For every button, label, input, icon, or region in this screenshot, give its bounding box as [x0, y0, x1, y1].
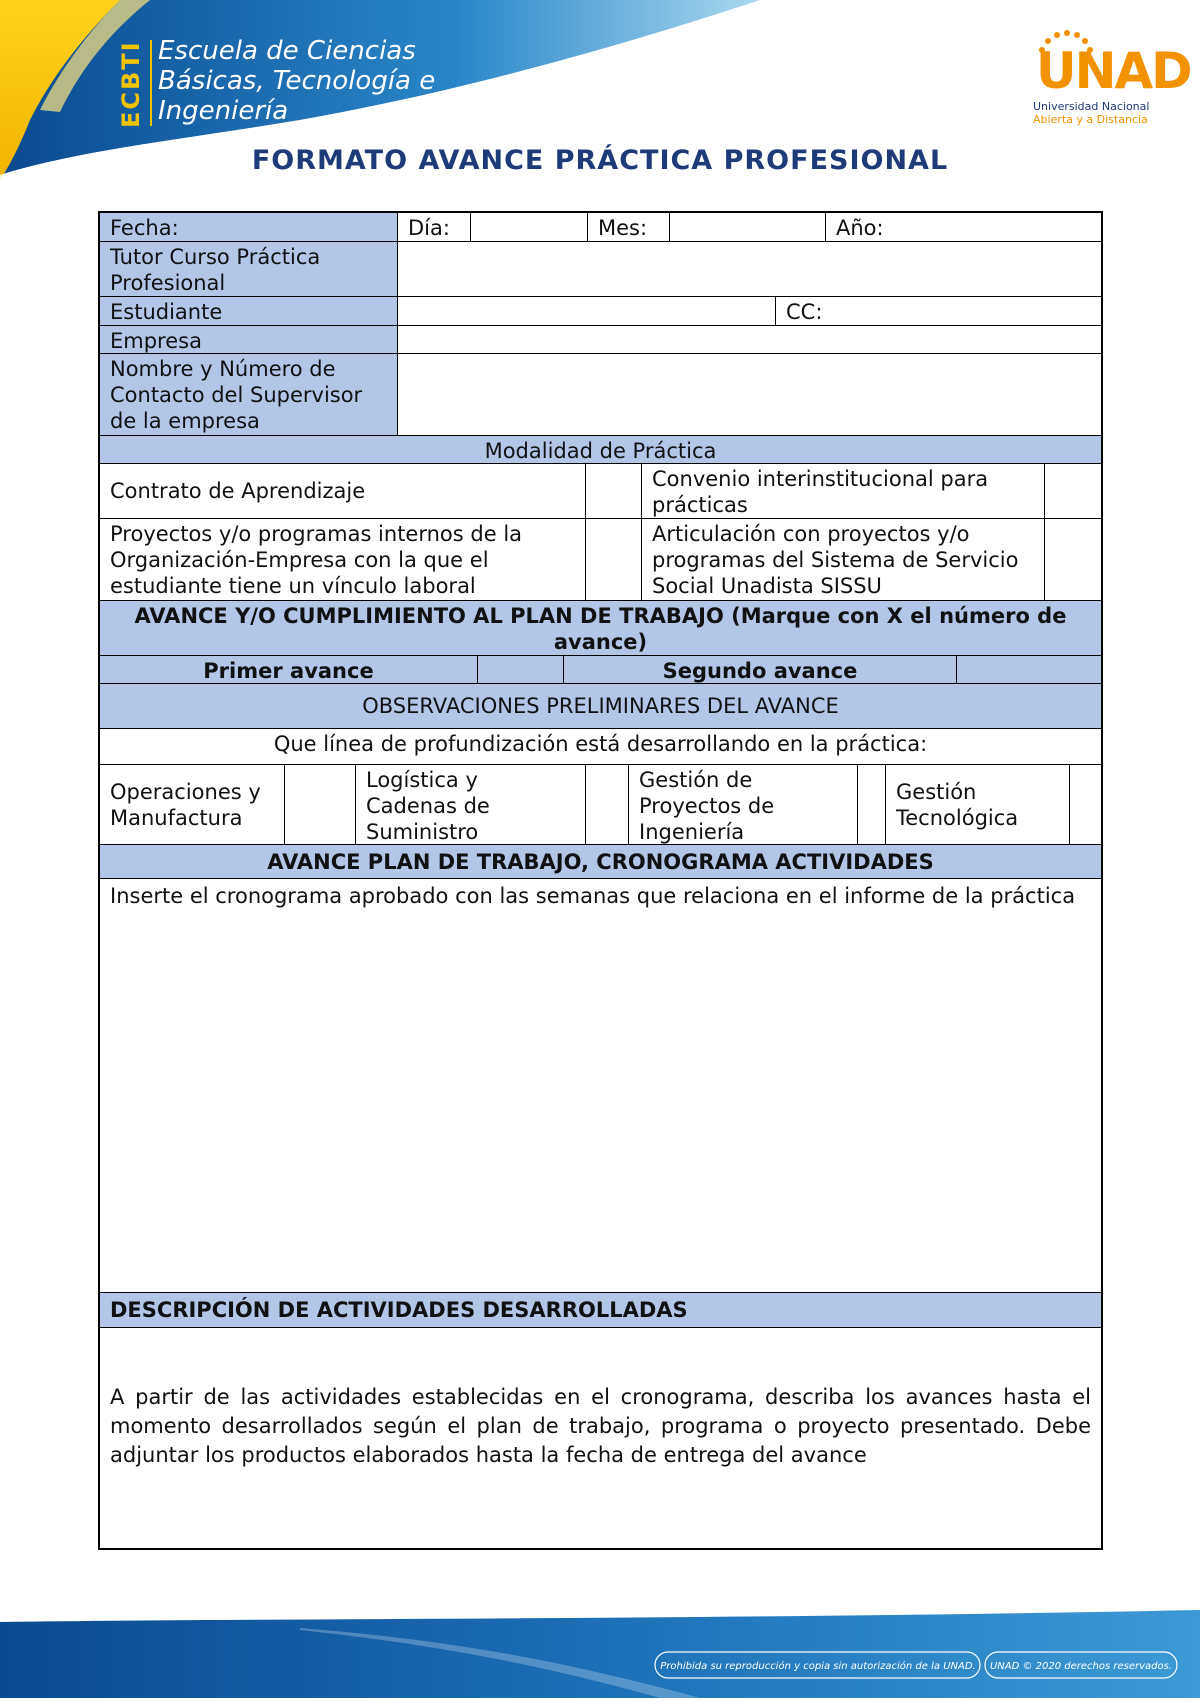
unad-subtitle	[1033, 100, 1163, 126]
linea-logistica-checkbox[interactable]	[586, 765, 629, 845]
modalidad-contrato-label	[100, 464, 586, 519]
estudiante-field[interactable]	[398, 297, 776, 326]
linea-question: Que línea de profundización está desarrollando en la práctica:	[100, 729, 1101, 765]
empresa-field[interactable]	[398, 326, 1101, 354]
progress-form	[98, 211, 1103, 1550]
observaciones-heading	[100, 684, 1101, 729]
mes-label: Mes:	[588, 213, 670, 242]
mes-field[interactable]	[670, 213, 826, 242]
empresa-label: Empresa	[100, 326, 398, 354]
linea-logistica-label: Logística y Cadenas de Suministro	[356, 765, 586, 845]
modalidad-contrato-checkbox[interactable]	[586, 464, 642, 519]
linea-gestion-tecnologica-label	[886, 765, 1070, 845]
tutor-label: Tutor Curso Práctica Profesional	[100, 242, 398, 297]
dia-label: Día:	[398, 213, 471, 242]
fecha-label: Fecha:	[100, 213, 398, 242]
supervisor-label: Nombre y Número de Contacto del Supervisor de la empresa	[100, 354, 398, 436]
school-name	[158, 36, 435, 126]
school-line-1: Escuela de Ciencias	[158, 36, 416, 66]
unad-subtitle-2: Abierta y a Distancia	[1033, 113, 1148, 126]
cronograma-instructions: Inserte el cronograma aprobado con las semanas que relaciona en el informe de la práctica	[110, 884, 1076, 908]
linea-gestion-proyectos-label: Gestión de Proyectos de Ingeniería	[629, 765, 858, 845]
modalidad-sissu-label: Articulación con proyectos y/o programas del Sistema de Servicio Social Unadista SISSU	[642, 519, 1045, 601]
school-line-2: Básicas, Tecnología e	[158, 66, 436, 96]
footer-note-1: Prohibida su reproducción y copia sin autorización de la UNAD.	[660, 1661, 976, 1672]
school-line-3: Ingeniería	[158, 96, 289, 126]
footer-banner	[0, 1600, 1200, 1698]
header-banner	[0, 0, 1200, 215]
estudiante-label: Estudiante	[100, 297, 398, 326]
segundo-avance-checkbox[interactable]	[957, 656, 1101, 684]
descripcion-area[interactable]	[100, 1328, 1101, 1548]
segundo-avance-label: Segundo avance	[564, 656, 957, 684]
cronograma-area[interactable]	[100, 879, 1101, 1293]
dia-field[interactable]	[471, 213, 588, 242]
footer-note-2: UNAD © 2020 derechos reservados.	[989, 1661, 1173, 1672]
cronograma-heading: AVANCE PLAN DE TRABAJO, CRONOGRAMA ACTIVIDADES	[100, 845, 1101, 879]
modalidad-proyectos-label: Proyectos y/o programas internos de la Organización-Empresa con la que el estudiante tiene un vínculo laboral	[100, 519, 586, 601]
modalidad-proyectos-checkbox[interactable]	[586, 519, 642, 601]
linea-operaciones-text: Operaciones y Manufactura	[110, 779, 261, 830]
school-acronym: ECBTI	[117, 40, 145, 128]
cc-field[interactable]: CC:	[776, 297, 1101, 326]
linea-gestion-proyectos-checkbox[interactable]	[858, 765, 886, 845]
linea-gestion-tecnologica-text: Gestión Tecnológica	[896, 779, 1019, 830]
modalidad-convenio-checkbox[interactable]	[1045, 464, 1101, 519]
descripcion-heading: DESCRIPCIÓN DE ACTIVIDADES DESARROLLADAS	[100, 1293, 1101, 1328]
avance-heading: AVANCE Y/O CUMPLIMIENTO AL PLAN DE TRABAJO (Marque con X el número de avance)	[100, 601, 1101, 656]
linea-operaciones-checkbox[interactable]	[285, 765, 356, 845]
unad-subtitle-1: Universidad Nacional	[1033, 100, 1150, 113]
primer-avance-checkbox[interactable]	[478, 656, 564, 684]
tutor-field[interactable]	[398, 242, 1101, 297]
unad-logo-text: UNAD	[1036, 42, 1191, 100]
descripcion-instructions: A partir de las actividades establecidas en el cronograma, describa los avances hasta el momento desarrollados según el plan de trabajo, programa o proyecto presentado. Debe adjuntar los productos elaborados hasta la fecha de entrega del avance	[110, 1385, 1091, 1467]
modalidad-contrato-text: Contrato de Aprendizaje	[110, 479, 366, 503]
anio-field[interactable]: Año:	[826, 213, 1101, 242]
linea-operaciones-label	[100, 765, 285, 845]
observaciones-heading-text: OBSERVACIONES PRELIMINARES DEL AVANCE	[362, 694, 839, 718]
footer-background	[0, 1600, 1200, 1698]
primer-avance-label: Primer avance	[100, 656, 478, 684]
unad-logo	[1036, 42, 1191, 100]
modalidad-heading: Modalidad de Práctica	[100, 436, 1101, 464]
supervisor-field[interactable]	[398, 354, 1101, 436]
linea-gestion-tecnologica-checkbox[interactable]	[1070, 765, 1101, 845]
page-title: FORMATO AVANCE PRÁCTICA PROFESIONAL	[251, 145, 949, 176]
modalidad-sissu-checkbox[interactable]	[1045, 519, 1101, 601]
school-divider	[150, 40, 152, 126]
modalidad-convenio-label: Convenio interinstitucional para prácticas	[642, 464, 1045, 519]
